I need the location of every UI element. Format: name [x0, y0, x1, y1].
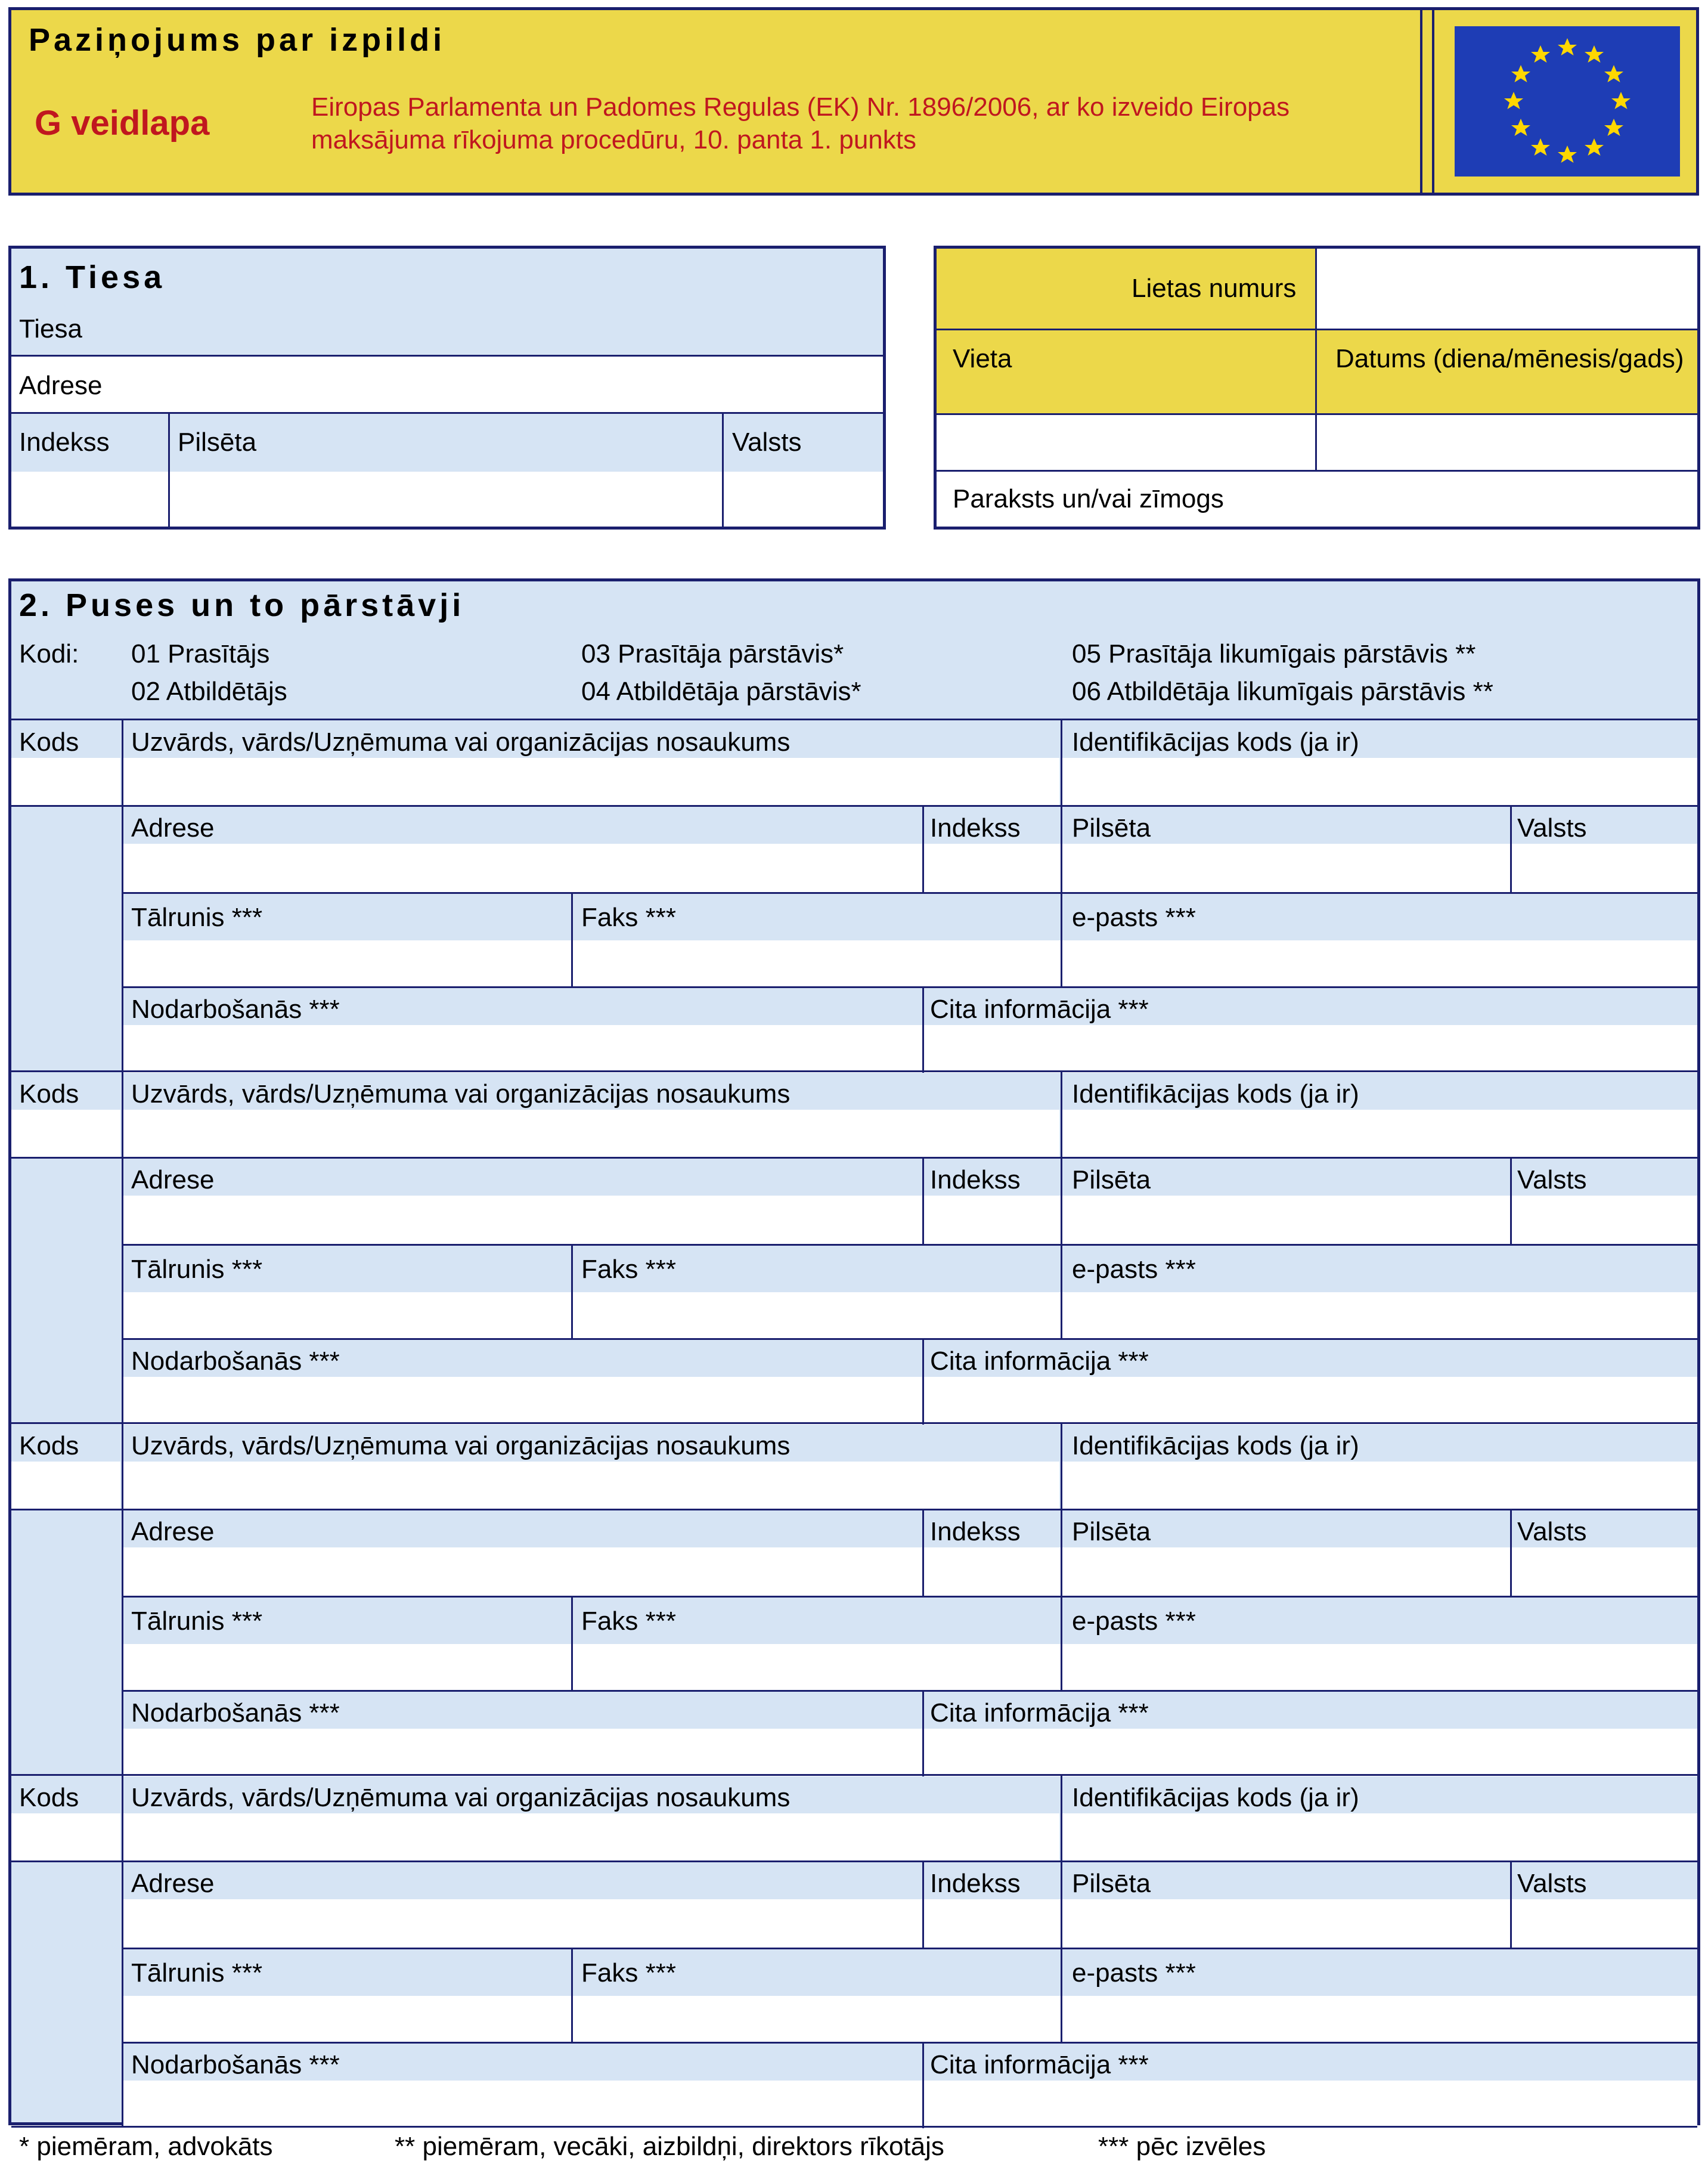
party-4-postcode-label: Indekss: [930, 1869, 1021, 1898]
party-2-code-label: Kods: [19, 1079, 79, 1109]
party-3-postcode-label: Indekss: [930, 1517, 1021, 1546]
party-3-phone-label: Tālrunis ***: [131, 1606, 263, 1636]
code-04: 04 Atbildētāja pārstāvis*: [581, 677, 861, 706]
party-1-email-label: e-pasts ***: [1072, 903, 1196, 932]
court-label: Tiesa: [19, 314, 82, 343]
footnote-one-star: * piemēram, advokāts: [19, 2132, 273, 2161]
party-4-phone-label: Tālrunis ***: [131, 1958, 263, 1988]
party-3-country-field[interactable]: [1512, 1547, 1697, 1596]
code-05: 05 Prasītāja likumīgais pārstāvis **: [1072, 639, 1476, 668]
party-1-postcode-field[interactable]: [924, 844, 1061, 892]
party-2-country-field[interactable]: [1512, 1196, 1697, 1244]
code-01: 01 Prasītājs: [131, 639, 270, 668]
party-2-phone-field[interactable]: [123, 1292, 571, 1338]
party-1-name-field[interactable]: [123, 758, 1059, 805]
court-address-label: Adrese: [19, 371, 103, 400]
party-1-occupation-label: Nodarbošanās ***: [131, 995, 340, 1024]
party-4-id-code-label: Identifikācijas kods (ja ir): [1072, 1783, 1359, 1812]
signature-field[interactable]: [937, 472, 1697, 527]
party-1-code-label: Kods: [19, 728, 79, 757]
party-2-name-field[interactable]: [123, 1110, 1059, 1157]
party-3-other-field[interactable]: [924, 1729, 1697, 1776]
party-1-city-label: Pilsēta: [1072, 813, 1151, 843]
court-postcode-label: Indekss: [19, 428, 110, 457]
party-4-name-label: Uzvārds, vārds/Uzņēmuma vai organizācijas nosaukums: [131, 1783, 791, 1812]
date-label: Datums (diena/mēnesis/gads): [1335, 344, 1684, 373]
footnote-three-star: *** pēc izvēles: [1098, 2132, 1266, 2161]
party-4-country-field[interactable]: [1512, 1899, 1697, 1948]
party-4-id-code-field[interactable]: [1062, 1813, 1697, 1860]
party-4-postcode-field[interactable]: [924, 1899, 1061, 1948]
party-2-city-label: Pilsēta: [1072, 1165, 1151, 1194]
party-4-occupation-label: Nodarbošanās ***: [131, 2050, 340, 2079]
party-3-name-field[interactable]: [123, 1462, 1059, 1509]
place-field[interactable]: [937, 415, 1315, 470]
party-3-code-field[interactable]: [11, 1462, 120, 1509]
regulation-line-1: Eiropas Parlamenta un Padomes Regulas (EK) Nr. 1896/2006, ar ko izveido Eiropas: [311, 92, 1290, 122]
party-2-address-field[interactable]: [123, 1196, 922, 1244]
party-4-city-field[interactable]: [1062, 1899, 1510, 1948]
case-number-field[interactable]: [1319, 249, 1697, 329]
party-2-email-label: e-pasts ***: [1072, 1255, 1196, 1284]
party-3-fax-label: Faks ***: [581, 1606, 676, 1636]
party-2-postcode-label: Indekss: [930, 1165, 1021, 1194]
party-3-id-code-label: Identifikācijas kods (ja ir): [1072, 1431, 1359, 1460]
codes-label: Kodi:: [19, 639, 79, 668]
party-2-email-field[interactable]: [1062, 1292, 1697, 1338]
party-3-other-label: Cita informācija ***: [930, 1698, 1149, 1728]
eu-flag-icon: [1455, 26, 1680, 177]
party-3-fax-field[interactable]: [573, 1644, 1061, 1690]
court-city-field[interactable]: [170, 472, 722, 527]
party-4-email-label: e-pasts ***: [1072, 1958, 1196, 1988]
regulation-line-2: maksājuma rīkojuma procedūru, 10. panta 1. punkts: [311, 125, 916, 154]
party-1-code-field[interactable]: [11, 758, 120, 805]
party-4-address-label: Adrese: [131, 1869, 215, 1898]
party-2-id-code-label: Identifikācijas kods (ja ir): [1072, 1079, 1359, 1109]
party-1-other-field[interactable]: [924, 1025, 1697, 1073]
party-4-email-field[interactable]: [1062, 1996, 1697, 2042]
party-2-country-label: Valsts: [1517, 1165, 1587, 1194]
party-3-country-label: Valsts: [1517, 1517, 1587, 1546]
party-3-occupation-field[interactable]: [123, 1729, 922, 1776]
party-2-phone-label: Tālrunis ***: [131, 1255, 263, 1284]
party-2-occupation-label: Nodarbošanās ***: [131, 1346, 340, 1376]
party-2-id-code-field[interactable]: [1062, 1110, 1697, 1157]
parties-section-title: 2. Puses un to pārstāvji: [19, 587, 465, 623]
party-3-id-code-field[interactable]: [1062, 1462, 1697, 1509]
party-2-other-field[interactable]: [924, 1377, 1697, 1425]
form-title: Paziņojums par izpildi: [29, 22, 446, 58]
party-4-country-label: Valsts: [1517, 1869, 1587, 1898]
party-3-postcode-field[interactable]: [924, 1547, 1061, 1596]
party-1-country-label: Valsts: [1517, 813, 1587, 843]
party-2-occupation-field[interactable]: [123, 1377, 922, 1425]
court-city-label: Pilsēta: [178, 428, 257, 457]
party-4-other-label: Cita informācija ***: [930, 2050, 1149, 2079]
party-4-address-field[interactable]: [123, 1899, 922, 1948]
place-label: Vieta: [953, 344, 1012, 373]
eu-stars-icon: [1455, 26, 1680, 177]
court-field[interactable]: [11, 357, 883, 412]
party-2-name-label: Uzvārds, vārds/Uzņēmuma vai organizācijas nosaukums: [131, 1079, 791, 1109]
court-section-title: 1. Tiesa: [19, 259, 166, 295]
party-4-code-label: Kods: [19, 1783, 79, 1812]
party-3-occupation-label: Nodarbošanās ***: [131, 1698, 340, 1728]
party-3-email-label: e-pasts ***: [1072, 1606, 1196, 1636]
party-4-fax-label: Faks ***: [581, 1958, 676, 1988]
party-2-fax-field[interactable]: [573, 1292, 1061, 1338]
party-1-address-field[interactable]: [123, 844, 922, 892]
party-3-city-label: Pilsēta: [1072, 1517, 1151, 1546]
party-1-phone-label: Tālrunis ***: [131, 903, 263, 932]
date-field[interactable]: [1319, 415, 1697, 470]
party-1-fax-field[interactable]: [573, 940, 1061, 986]
code-02: 02 Atbildētājs: [131, 677, 287, 706]
party-4-name-field[interactable]: [123, 1813, 1059, 1860]
party-1-country-field[interactable]: [1512, 844, 1697, 892]
party-3-address-label: Adrese: [131, 1517, 215, 1546]
code-03: 03 Prasītāja pārstāvis*: [581, 639, 844, 668]
party-3-address-field[interactable]: [123, 1547, 922, 1596]
party-2-fax-label: Faks ***: [581, 1255, 676, 1284]
court-postcode-field[interactable]: [11, 472, 168, 527]
case-number-label: Lietas numurs: [1132, 274, 1297, 303]
party-1-postcode-label: Indekss: [930, 813, 1021, 843]
party-2-city-field[interactable]: [1062, 1196, 1510, 1244]
party-1-address-label: Adrese: [131, 813, 215, 843]
signature-label: Paraksts un/vai zīmogs: [953, 484, 1224, 513]
party-4-other-field[interactable]: [924, 2081, 1697, 2128]
party-1-occupation-field[interactable]: [123, 1025, 922, 1073]
party-3-code-label: Kods: [19, 1431, 79, 1460]
party-4-fax-field[interactable]: [573, 1996, 1061, 2042]
party-4-phone-field[interactable]: [123, 1996, 571, 2042]
party-4-occupation-field[interactable]: [123, 2081, 922, 2128]
party-1-name-label: Uzvārds, vārds/Uzņēmuma vai organizācijas nosaukums: [131, 728, 791, 757]
party-2-code-field[interactable]: [11, 1110, 120, 1157]
party-2-address-label: Adrese: [131, 1165, 215, 1194]
party-1-id-code-label: Identifikācijas kods (ja ir): [1072, 728, 1359, 757]
party-3-phone-field[interactable]: [123, 1644, 571, 1690]
court-country-field[interactable]: [724, 472, 883, 527]
party-3-name-label: Uzvārds, vārds/Uzņēmuma vai organizācijas nosaukums: [131, 1431, 791, 1460]
footnote-two-star: ** piemēram, vecāki, aizbildņi, direktors rīkotājs: [395, 2132, 944, 2161]
party-1-email-field[interactable]: [1062, 940, 1697, 986]
party-1-fax-label: Faks ***: [581, 903, 676, 932]
party-3-email-field[interactable]: [1062, 1644, 1697, 1690]
party-4-city-label: Pilsēta: [1072, 1869, 1151, 1898]
party-1-city-field[interactable]: [1062, 844, 1510, 892]
party-1-id-code-field[interactable]: [1062, 758, 1697, 805]
code-06: 06 Atbildētāja likumīgais pārstāvis **: [1072, 677, 1493, 706]
party-4-code-field[interactable]: [11, 1813, 120, 1860]
party-2-other-label: Cita informācija ***: [930, 1346, 1149, 1376]
party-1-phone-field[interactable]: [123, 940, 571, 986]
court-country-label: Valsts: [732, 428, 802, 457]
form-label: G veidlapa: [35, 104, 210, 143]
party-2-postcode-field[interactable]: [924, 1196, 1061, 1244]
party-3-city-field[interactable]: [1062, 1547, 1510, 1596]
party-1-other-label: Cita informācija ***: [930, 995, 1149, 1024]
